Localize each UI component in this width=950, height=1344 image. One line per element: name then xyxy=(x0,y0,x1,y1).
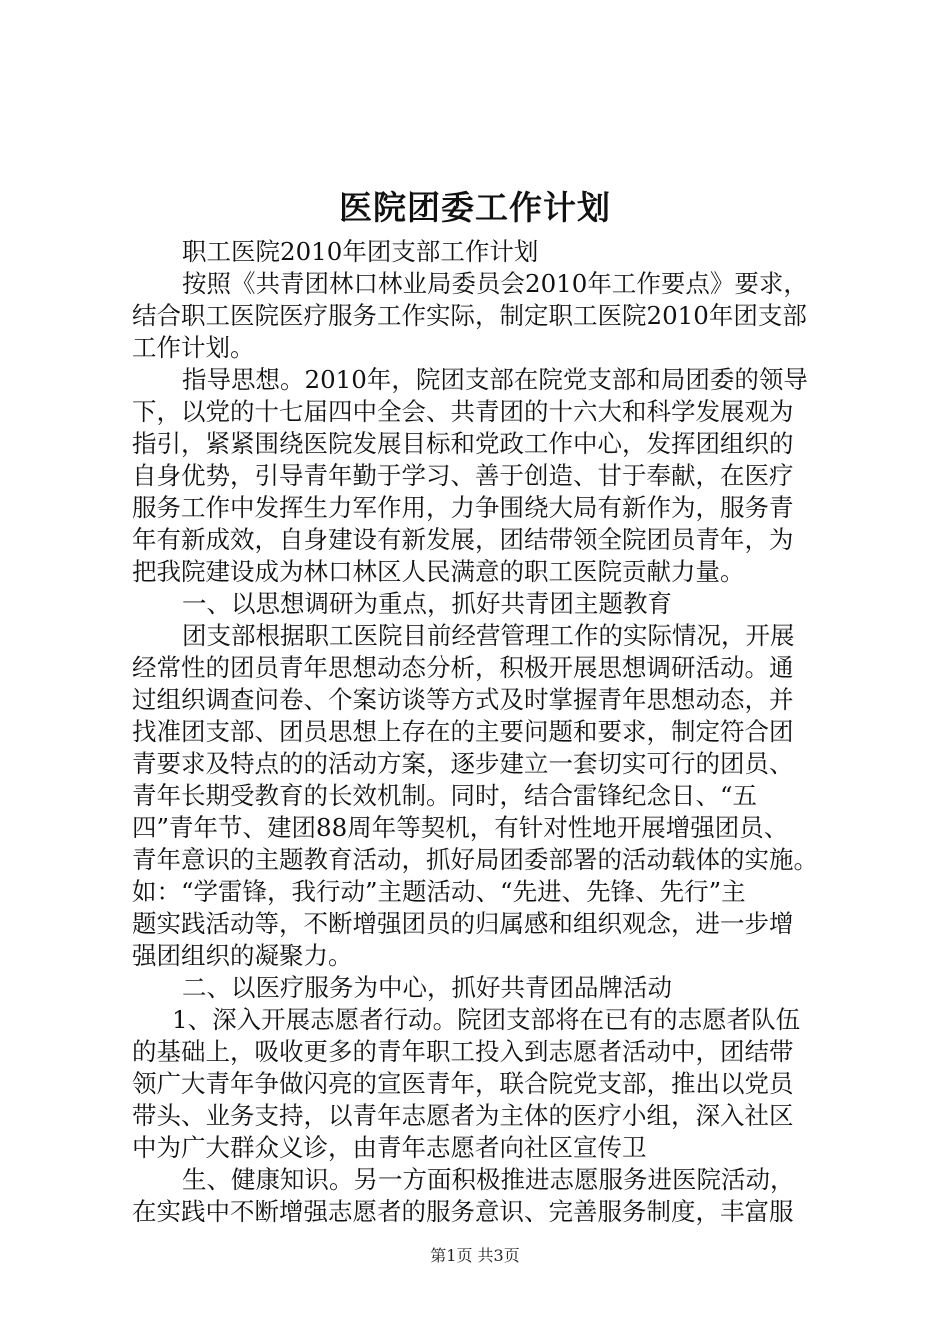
body-line: 带头、业务支持，以青年志愿者为主体的医疗小组，深入社区 xyxy=(132,1101,794,1130)
document-title: 医院团委工作计划 xyxy=(339,188,611,227)
body-line: 过组织调查问卷、个案访谈等方式及时掌握青年思想动态，并 xyxy=(132,685,794,714)
body-line: 青要求及特点的的活动方案，逐步建立一套切实可行的团员、 xyxy=(132,749,794,778)
body-line: 职工医院2010年团支部工作计划 xyxy=(182,237,539,266)
body-line: 按照《共青团林口林业局委员会2010年工作要点》要求， xyxy=(182,269,808,298)
body-line: 自身优势，引导青年勤于学习、善于创造、甘于奉献，在医疗 xyxy=(132,461,794,490)
body-line: 强团组织的凝聚力。 xyxy=(132,941,353,970)
body-line: 在实践中不断增强志愿者的服务意识、完善服务制度，丰富服 xyxy=(132,1197,794,1226)
body-line: 把我院建设成为林口林区人民满意的职工医院贡献力量。 xyxy=(132,557,745,586)
page-number: 第1页 共3页 xyxy=(430,1246,520,1265)
body-line: 年有新成效，自身建设有新发展，团结带领全院团员青年，为 xyxy=(132,525,794,554)
body-line: 如：“学雷锋，我行动”主题活动、“先进、先锋、先行”主 xyxy=(132,877,746,906)
body-line: 青年意识的主题教育活动，抓好局团委部署的活动载体的实施。 xyxy=(132,845,818,874)
body-line: 经常性的团员青年思想动态分析，积极开展思想调研活动。通 xyxy=(132,653,794,682)
body-line: 青年长期受教育的长效机制。同时，结合雷锋纪念日、“五 xyxy=(132,781,758,810)
body-line: 服务工作中发挥生力军作用，力争围绕大局有新作为，服务青 xyxy=(132,493,794,522)
body-line: 工作计划。 xyxy=(132,333,255,362)
body-line: 题实践活动等，不断增强团员的归属感和组织观念，进一步增 xyxy=(132,909,794,938)
document-body xyxy=(132,236,844,1228)
body-line: 指导思想。2010年，院团支部在院党支部和局团委的领导 xyxy=(182,365,808,394)
body-line: 生、健康知识。另一方面积极推进志愿服务进医院活动， xyxy=(182,1165,795,1194)
section-heading: 一、以思想调研为重点，抓好共青团主题教育 xyxy=(182,589,672,618)
body-line: 团支部根据职工医院目前经营管理工作的实际情况，开展 xyxy=(182,621,795,650)
body-line: 中为广大群众义诊，由青年志愿者向社区宣传卫 xyxy=(132,1133,647,1162)
body-line: 指引，紧紧围绕医院发展目标和党政工作中心，发挥团组织的 xyxy=(132,429,794,458)
body-line: 结合职工医院医疗服务工作实际，制定职工医院2010年团支部 xyxy=(132,301,807,330)
body-line: 找准团支部、团员思想上存在的主要问题和要求，制定符合团 xyxy=(132,717,794,746)
body-line: 的基础上，吸收更多的青年职工投入到志愿者活动中，团结带 xyxy=(132,1037,794,1066)
section-heading: 二、以医疗服务为中心，抓好共青团品牌活动 xyxy=(182,973,672,1002)
body-line: 1、深入开展志愿者行动。院团支部将在已有的志愿者队伍 xyxy=(172,1005,801,1034)
body-line: 四”青年节、建团88周年等契机，有针对性地开展增强团员、 xyxy=(132,813,789,842)
body-line: 下，以党的十七届四中全会、共青团的十六大和科学发展观为 xyxy=(132,397,794,426)
body-line: 领广大青年争做闪亮的宣医青年，联合院党支部，推出以党员 xyxy=(132,1069,794,1098)
